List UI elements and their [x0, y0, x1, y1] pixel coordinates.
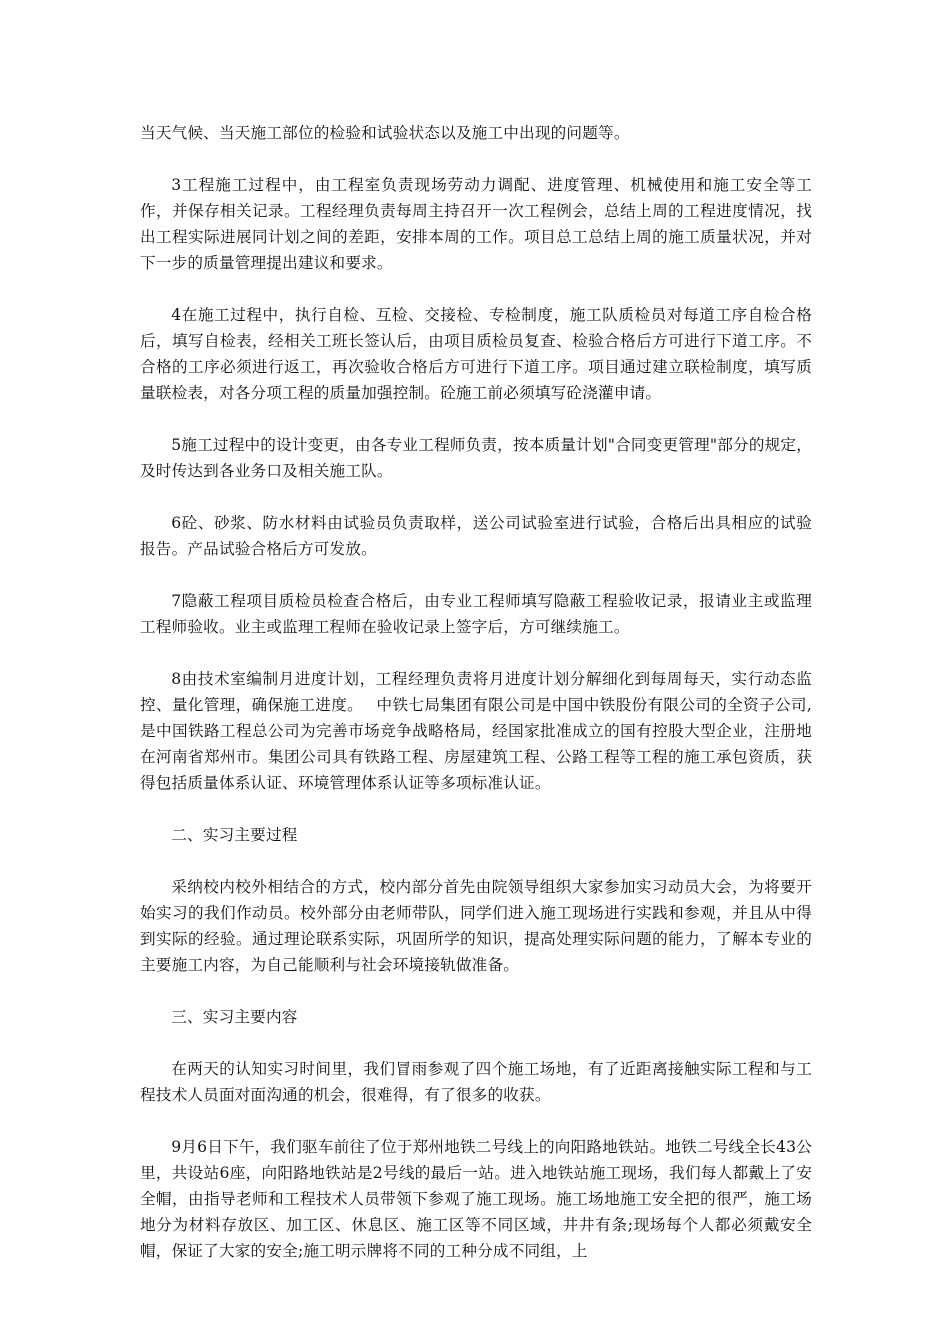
section-heading-content: 三、实习主要内容 — [171, 1008, 298, 1026]
paragraph-process: 采纳校内校外相结合的方式，校内部分首先由院领导组织大家参加实习动员大会，为将要开始实习的我们作动员。校外部分由老师带队，同学们进入施工现场进行实践和参观，并且从中得到实际的经验。通过理论联系实际，巩固所学的知识，提高处理实际问题的能力，了解本专业的主要施工内容，为自己能顺利与社会环境接轨做准备。 — [140, 878, 812, 974]
paragraph-content-intro: 在两天的认知实习时间里，我们冒雨参观了四个施工场地，有了近距离接触实际工程和与工程技术人员面对面沟通的机会，很难得，有了很多的收获。 — [140, 1060, 812, 1104]
paragraph-content-visit: 9月6日下午，我们驱车前往了位于郑州地铁二号线上的向阳路地铁站。地铁二号线全长43公里，共设站6座，向阳路地铁站是2号线的最后一站。进入地铁站施工现场，我们每人都戴上了安全帽，由指导老师和工程技术人员带领下参观了施工现场。施工场地施工安全把的很严，施工场地分为材料存放区、加工区、休息区、施工区等不同区域，井井有条;现场每个人都必须戴安全帽，保证了大家的安全;施工明示牌将不同的工种分成不同组，上 — [140, 1138, 812, 1260]
paragraph-item-4: 4在施工过程中，执行自检、互检、交接检、专检制度，施工队质检员对每道工序自检合格后，填写自检表，经相关工班长签认后，由项目质检员复查、检验合格后方可进行下道工序。不合格的工序必须进行返工，再次验收合格后方可进行下道工序。项目通过建立联检制度，填写质量联检表，对各分项工程的质量加强控制。砼施工前必须填写砼浇灌申请。 — [140, 306, 812, 402]
paragraph-item-6: 6砼、砂浆、防水材料由试验员负责取样，送公司试验室进行试验，合格后出具相应的试验报告。产品试验合格后方可发放。 — [140, 514, 812, 558]
paragraph-item-3: 3工程施工过程中，由工程室负责现场劳动力调配、进度管理、机械使用和施工安全等工作，并保存相关记录。工程经理负责每周主持召开一次工程例会，总结上周的工程进度情况，找出工程实际进展同计划之间的差距，安排本周的工作。项目总工总结上周的施工质量状况，并对下一步的质量管理提出建议和要求。 — [140, 176, 812, 272]
paragraph-weather: 当天气候、当天施工部位的检验和试验状态以及施工中出现的问题等。 — [140, 124, 630, 142]
paragraph-item-8: 8由技术室编制月进度计划，工程经理负责将月进度计划分解细化到每周每天，实行动态监控、量化管理，确保施工进度。 中铁七局集团有限公司是中国中铁股份有限公司的全资子公司,是中国铁路工程总公司为完善市场竞争战略格局，经国家批准成立的国有控股大型企业，注册地在河南省郑州市。集团公司具有铁路工程、房屋建筑工程、公路工程等工程的施工承包资质，获得包括质量体系认证、环境管理体系认证等多项标准认证。 — [140, 670, 812, 792]
section-heading-process: 二、实习主要过程 — [171, 826, 298, 844]
document-body — [140, 120, 812, 1290]
paragraph-item-7: 7隐蔽工程项目质检员检查合格后，由专业工程师填写隐蔽工程验收记录，报请业主或监理工程师验收。业主或监理工程师在验收记录上签字后，方可继续施工。 — [140, 592, 812, 636]
paragraph-item-5: 5施工过程中的设计变更，由各专业工程师负责，按本质量计划"合同变更管理"部分的规定，及时传达到各业务口及相关施工队。 — [140, 436, 813, 480]
